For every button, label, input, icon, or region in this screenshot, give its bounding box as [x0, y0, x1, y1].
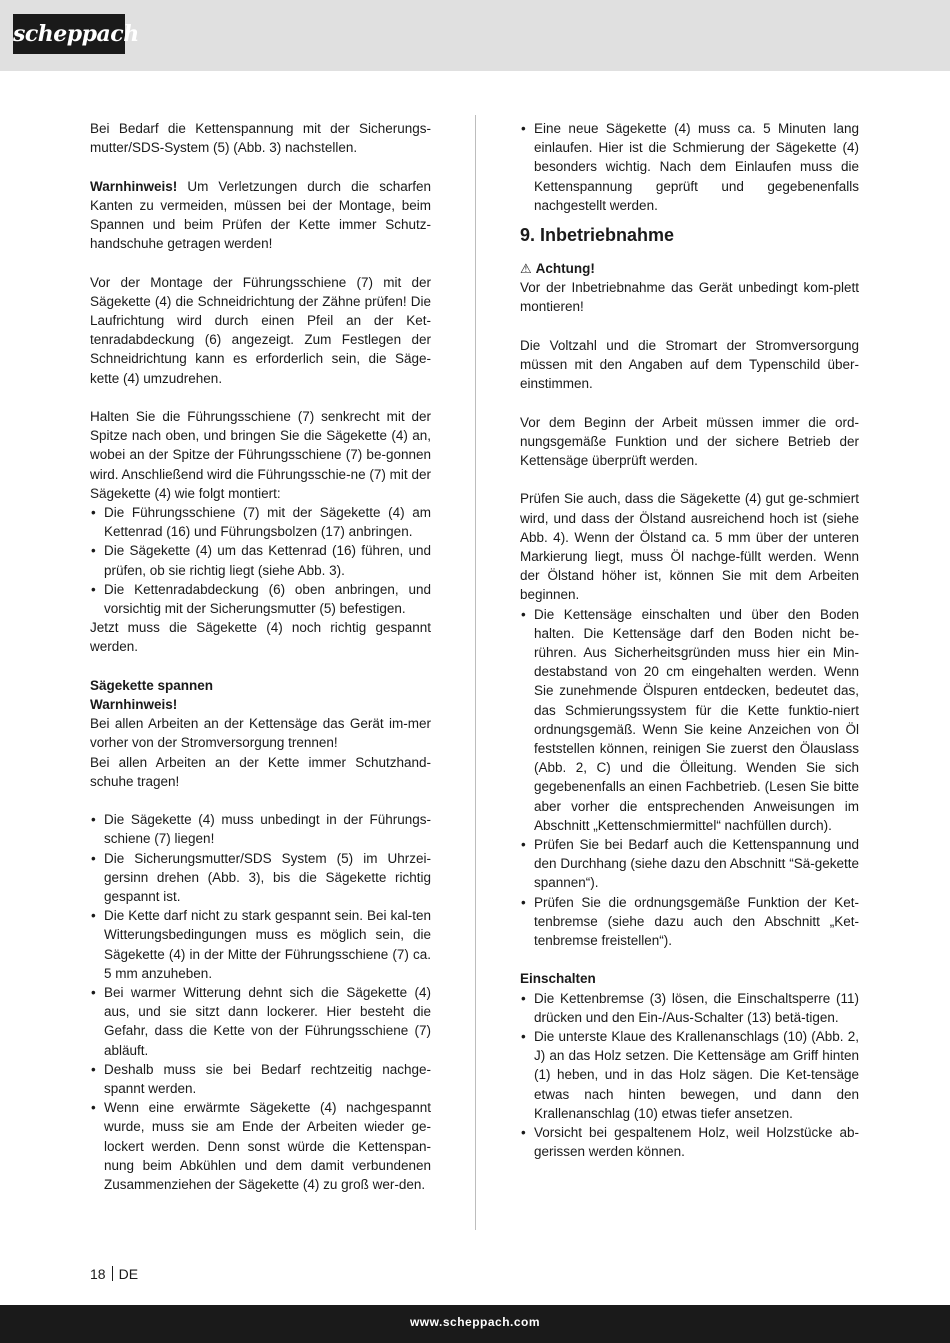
- paragraph: Jetzt muss die Sägekette (4) noch richtig gespannt werden.: [90, 620, 431, 655]
- right-column: [520, 119, 859, 1162]
- list-item: • Bei warmer Witterung dehnt sich die Sägekette (4) aus, und sie sitzt dann lockerer. Hier besteht die Gefahr, dass die Kette von der Führungsschiene (7) abläuft.: [90, 983, 431, 1060]
- warning-text: Um Verletzungen durch die scharfen Kanten zu vermeiden, müssen bei der Montage, beim Spannen und beim Prüfen der Kette immer Schutz-handschuhe getragen werden!: [90, 178, 431, 252]
- list-item: • Die Kettenradabdeckung (6) oben anbringen, und vorsichtig mit der Sicherungsmutter (5) befestigen.: [90, 580, 431, 618]
- website-link[interactable]: www.scheppach.com: [409, 1315, 541, 1329]
- list-item: • Die Kettenbremse (3) lösen, die Einschaltsperre (11) drücken und den Ein-/Aus-Schalter (13) betä-tigen.: [520, 989, 859, 1027]
- left-column: [90, 119, 431, 1194]
- list-item: • Prüfen Sie bei Bedarf auch die Kettenspannung und den Durchhang (siehe dazu den Abschnitt “Sä-gekette spannen“).: [520, 835, 859, 893]
- brand-logo: scheppach: [13, 14, 125, 54]
- paragraph: Vor der Montage der Führungsschiene (7) mit der Sägekette (4) die Schneidrichtung der Zähne prüfen! Die Laufrichtung wird durch einen Pfeil an der Ket-tenradabdeckung (6) angezeigt. Zum Festlegen der Schneidrichtung kann es erforderlich sein, die Säge-kette (4) umzudrehen.: [90, 274, 431, 386]
- language-code: DE: [118, 1266, 139, 1282]
- section-heading: 9. Inbetriebnahme: [520, 225, 675, 246]
- footer-separator: [112, 1266, 113, 1281]
- run-in-list: [520, 119, 859, 215]
- list-item: • Die Kettensäge einschalten und über den Boden halten. Die Kettensäge darf den Boden nicht be-rühren. Aus Sicherheitsgründen muss hier ein Min-destabstand von 20 cm eingehalten werden. Wenn Sie zunehmende Ölspuren entdecken, bedeutet das, das Schmierungssystem für die Kette funktio-niert ordnungsgemäß. Wenn Sie keine Anzeichen von Öl feststellen können, reinigen Sie zuerst den Ölauslass (Abb. 2, C) und die Ölleitung. Wenden Sie sich gegebenenfalls an einen Fachbetrieb. (Lesen Sie bitte aber vorher die entsprechenden Anweisungen im Abschnitt „Kettenschmiermittel“ nachfüllen durch).: [520, 605, 859, 835]
- warning-triangle-icon: ⚠: [520, 261, 532, 277]
- list-item: • Die Kette darf nicht zu stark gespannt sein. Bei kal-ten Witterungsbedingungen muss es möglich sein, die Sägekette (4) in der Mitte der Führungsschiene (7) ca. 5 mm anzuheben.: [90, 906, 431, 983]
- footer-bar: [0, 1305, 950, 1343]
- paragraph: Bei allen Arbeiten an der Kettensäge das Gerät im-mer vorher von der Stromversorgung trennen!: [90, 716, 431, 751]
- attention-label: Achtung!: [535, 261, 595, 277]
- list-item: • Die Sägekette (4) muss unbedingt in der Führungs-schiene (7) liegen!: [90, 810, 431, 848]
- paragraph: Prüfen Sie auch, dass die Sägekette (4) gut ge-schmiert wird, und dass der Ölstand ausreichend hoch ist (siehe Abb. 4). Wenn der Ölstand ca. 5 mm über der unteren Markierung liegt, muss Öl nachge-füllt werden. Wenn der Ölstand höher ist, können Sie mit dem Arbeiten beginnen.: [520, 491, 859, 603]
- list-item: • Die Führungsschiene (7) mit der Sägekette (4) am Kettenrad (16) und Führungsbolzen (17) anbringen.: [90, 503, 431, 541]
- warning-paragraph: [90, 177, 431, 254]
- list-item: • Wenn eine erwärmte Sägekette (4) nachgespannt wurde, muss sie am Ende der Arbeiten wieder ge-lockert werden. Denn sonst würde die Kettenspan-nung beim Abkühlen und dem damit verbundenen Zusammenziehen der Sägekette (4) zu groß wer-den.: [90, 1098, 431, 1194]
- check-list: [520, 605, 859, 951]
- page-number: 18: [90, 1266, 106, 1282]
- sub-heading: Sägekette spannen: [90, 677, 214, 693]
- paragraph: Vor dem Beginn der Arbeit müssen immer die ord-nungsgemäße Funktion und der sichere Betrieb der Kettensäge überprüft werden.: [520, 414, 859, 469]
- warning-label: Warnhinweis!: [90, 178, 178, 194]
- paragraph: Vor der Inbetriebnahme das Gerät unbedingt kom-plett montieren!: [520, 280, 859, 315]
- list-item: • Die Sägekette (4) um das Kettenrad (16) führen, und prüfen, ob sie richtig liegt (siehe Abb. 3).: [90, 541, 431, 579]
- paragraph: Bei allen Arbeiten an der Kette immer Schutzhand-schuhe tragen!: [90, 754, 431, 789]
- sub-heading: Einschalten: [520, 971, 596, 987]
- page-footer: [90, 1264, 138, 1284]
- list-item: • Eine neue Sägekette (4) muss ca. 5 Minuten lang einlaufen. Hier ist die Schmierung der Sägekette (4) besonders wichtig. Nach dem Einlaufen muss die Kettenspannung geprüft und gegebenenfalls nachgestellt werden.: [520, 119, 859, 215]
- list-item: • Prüfen Sie die ordnungsgemäße Funktion der Ket-tenbremse (siehe dazu auch den Abschnitt „Ket-tenbremse freistellen“).: [520, 893, 859, 951]
- list-item: • Vorsicht bei gespaltenem Holz, weil Holzstücke ab-gerissen werden können.: [520, 1123, 859, 1161]
- paragraph: Halten Sie die Führungsschiene (7) senkrecht mit der Spitze nach oben, und bringen Sie die Sägekette (4) an, wobei an der Spitze der Führungsschiene (7) be-gonnen wird. Anschließend wird die Führungsschie-ne (7) mit der Sägekette (4) wie folgt montiert:: [90, 409, 431, 501]
- paragraph: Die Voltzahl und die Stromart der Stromversorgung müssen mit den Angaben auf dem Typenschild über-einstimmen.: [520, 337, 859, 392]
- warning-label: Warnhinweis!: [90, 697, 178, 713]
- mounting-list: [90, 503, 431, 618]
- list-item: • Die unterste Klaue des Krallenanschlags (10) (Abb. 2, J) an das Holz setzen. Die Kettensäge am Griff hinten (1) heben, und in das Holz sägen. Die Ket-tensäge etwas nach hinten bewegen, und dann den Krallenanschlag (10) etwas tiefer ansetzen.: [520, 1027, 859, 1123]
- switch-on-list: [520, 989, 859, 1162]
- paragraph: Bei Bedarf die Kettenspannung mit der Sicherungs-mutter/SDS-System (5) (Abb. 3) nachstellen.: [90, 121, 431, 156]
- tension-list: [90, 810, 431, 1194]
- column-divider: [475, 115, 476, 1230]
- header-bar: [0, 0, 950, 71]
- list-item: • Die Sicherungsmutter/SDS System (5) im Uhrzei-gersinn drehen (Abb. 3), bis die Sägekette richtig gespannt ist.: [90, 849, 431, 907]
- attention-line: [520, 259, 859, 278]
- list-item: • Deshalb muss sie bei Bedarf rechtzeitig nachge-spannt werden.: [90, 1060, 431, 1098]
